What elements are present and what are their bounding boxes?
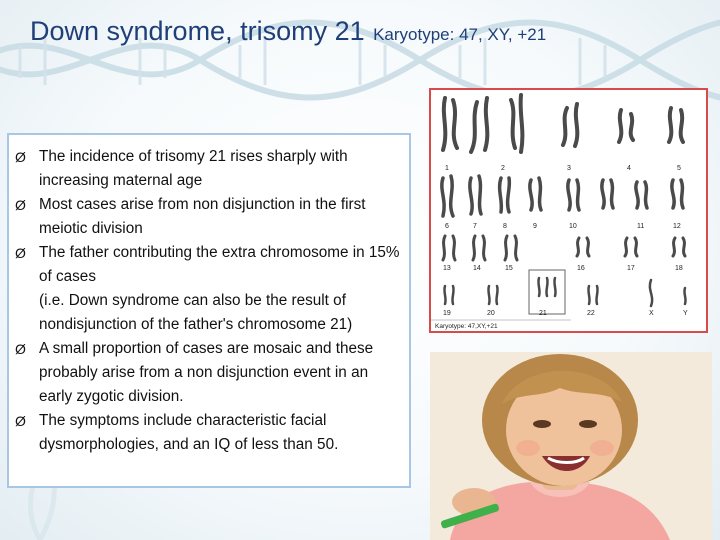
karyo-label-7: 7 xyxy=(473,223,477,230)
karyo-label-8: 8 xyxy=(503,223,507,230)
karyo-label-6: 6 xyxy=(445,223,449,230)
karyotype-image xyxy=(429,88,708,333)
karyo-label-15: 15 xyxy=(505,265,513,272)
bullet-item xyxy=(15,193,403,241)
karyo-label-10: 10 xyxy=(569,223,577,230)
title-main: Down syndrome, trisomy 21 xyxy=(30,16,365,46)
karyo-label-17: 17 xyxy=(627,265,635,272)
karyo-label-18: 18 xyxy=(675,265,683,272)
arrow-bullet-icon: Ø xyxy=(15,341,26,357)
karyo-label-x: X xyxy=(649,310,654,317)
karyo-label-2: 2 xyxy=(501,165,505,172)
bullet-text: The incidence of trisomy 21 rises sharply with increasing maternal age xyxy=(39,148,348,189)
karyo-label-22: 22 xyxy=(587,310,595,317)
bullet-text: Most cases arise from non disjunction in the first meiotic division xyxy=(39,196,366,237)
bullet-text-box xyxy=(7,133,411,488)
karyo-label-9: 9 xyxy=(533,223,537,230)
bullet-item xyxy=(15,337,403,409)
arrow-bullet-icon: Ø xyxy=(15,197,26,213)
karyo-label-21: 21 xyxy=(539,310,547,317)
bullet-list xyxy=(9,135,409,457)
arrow-bullet-icon: Ø xyxy=(15,245,26,261)
slide-title xyxy=(30,16,710,47)
child-illustration xyxy=(430,352,712,540)
bullet-text: A small proportion of cases are mosaic and these probably arise from a non disjunction event in an early zygotic division. xyxy=(39,340,374,405)
title-subtitle: Karyotype: 47, XY, +21 xyxy=(373,25,547,44)
arrow-bullet-icon: Ø xyxy=(15,413,26,429)
arrow-bullet-icon: Ø xyxy=(15,149,26,165)
karyo-label-14: 14 xyxy=(473,265,481,272)
bullet-note: (i.e. Down syndrome can also be the result of nondisjunction of the father's chromosome 21) xyxy=(39,292,353,333)
karyo-label-5: 5 xyxy=(677,165,681,172)
bullet-item xyxy=(15,145,403,193)
karyo-label-4: 4 xyxy=(627,165,631,172)
karyotype-chromosomes xyxy=(431,90,706,331)
bullet-text: The symptoms include characteristic facial dysmorphologies, and an IQ of less than 50. xyxy=(39,412,339,453)
karyo-label-19: 19 xyxy=(443,310,451,317)
karyotype-caption: Karyotype: 47,XY,+21 xyxy=(435,323,498,330)
karyo-label-3: 3 xyxy=(567,165,571,172)
karyo-label-13: 13 xyxy=(443,265,451,272)
karyo-label-12: 12 xyxy=(673,223,681,230)
karyo-label-y: Y xyxy=(683,310,688,317)
child-photo xyxy=(430,352,712,540)
karyo-label-16: 16 xyxy=(577,265,585,272)
karyo-label-20: 20 xyxy=(487,310,495,317)
bullet-text: The father contributing the extra chromosome in 15% of cases xyxy=(39,244,400,285)
karyo-label-1: 1 xyxy=(445,165,449,172)
bullet-item xyxy=(15,241,403,337)
karyo-label-11: 11 xyxy=(637,223,645,230)
bullet-item xyxy=(15,409,403,457)
